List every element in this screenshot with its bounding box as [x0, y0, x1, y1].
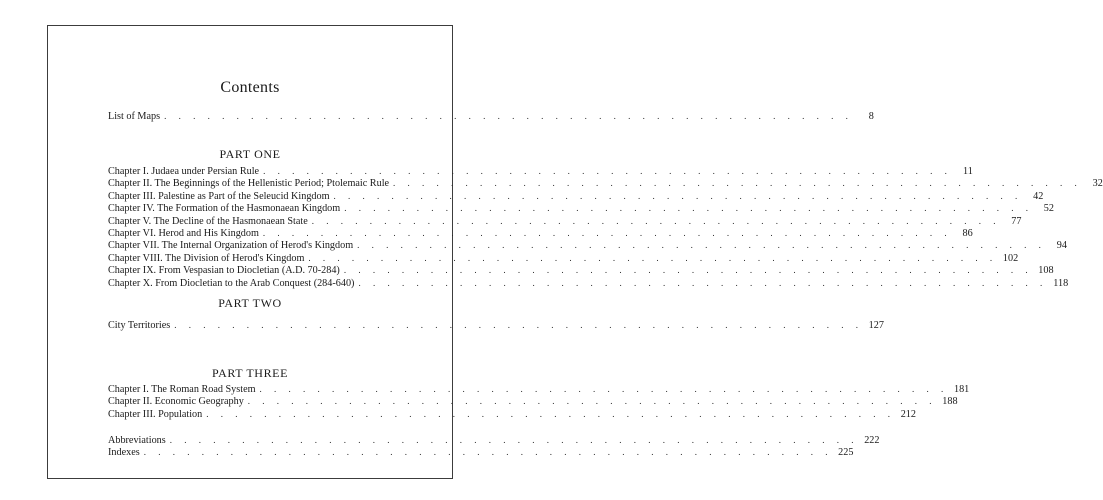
- dot-leader: . . . . . . . . . . . . . . . . . . . . . . . . . . . . . . . . . . . . . . . . . . . . . . . .: [311, 216, 1001, 226]
- toc-entry-list-of-maps: [108, 110, 874, 123]
- page-number: 212: [900, 409, 916, 420]
- page-number: 127: [868, 320, 884, 331]
- page-title: Contents: [220, 79, 280, 96]
- part-heading: PART ONE: [219, 147, 281, 161]
- toc-entry: [108, 239, 1067, 252]
- page-number: 222: [864, 435, 880, 446]
- page-number: 94: [1056, 240, 1067, 251]
- dot-leader: . . . . . . . . . . . . . . . . . . . . . . . . . . . . . . . . . . . . . . . . . . . . . . . .: [143, 447, 833, 457]
- toc-entry: [108, 202, 1054, 215]
- toc-entry: [108, 408, 916, 421]
- page-number: 86: [962, 228, 973, 239]
- page-number: 188: [942, 396, 958, 407]
- entry-title: Chapter IV. The Formation of the Hasmonaean Kingdom: [108, 203, 341, 214]
- toc-entry: [108, 395, 958, 408]
- entry-title: Chapter IX. From Vespasian to Diocletian (A.D. 70-284): [108, 265, 340, 276]
- dot-leader: . . . . . . . . . . . . . . . . . . . . . . . . . . . . . . . . . . . . . . . . . . . . . . . .: [247, 396, 937, 406]
- dot-leader: . . . . . . . . . . . . . . . . . . . . . . . . . . . . . . . . . . . . . . . . . . . . . . . .: [308, 253, 998, 263]
- dot-leader: . . . . . . . . . . . . . . . . . . . . . . . . . . . . . . . . . . . . . . . . . . . . . . . .: [333, 191, 1023, 201]
- page-number: 32: [1092, 178, 1103, 189]
- entry-title: Chapter X. From Diocletian to the Arab Conquest (284-640): [108, 278, 355, 289]
- page-number: 11: [963, 166, 973, 177]
- page-number: 108: [1038, 265, 1054, 276]
- dot-leader: . . . . . . . . . . . . . . . . . . . . . . . . . . . . . . . . . . . . . . . . . . . . . . . .: [343, 265, 1033, 275]
- dot-leader: . . . . . . . . . . . . . . . . . . . . . . . . . . . . . . . . . . . . . . . . . . . . . . . .: [164, 111, 853, 121]
- dot-leader: . . . . . . . . . . . . . . . . . . . . . . . . . . . . . . . . . . . . . . . . . . . . . . . .: [393, 178, 1082, 188]
- dot-leader: . . . . . . . . . . . . . . . . . . . . . . . . . . . . . . . . . . . . . . . . . . . . . . . .: [169, 435, 859, 445]
- entry-title: Abbreviations: [108, 435, 166, 446]
- entry-title: Chapter V. The Decline of the Hasmonaean State: [108, 216, 308, 227]
- dot-leader: . . . . . . . . . . . . . . . . . . . . . . . . . . . . . . . . . . . . . . . . . . . . . . . .: [259, 384, 949, 394]
- part-heading: PART THREE: [211, 366, 289, 380]
- dot-leader: . . . . . . . . . . . . . . . . . . . . . . . . . . . . . . . . . . . . . . . . . . . . . . . .: [357, 240, 1046, 250]
- entry-title: Chapter I. Judaea under Persian Rule: [108, 166, 260, 177]
- page-number: 77: [1011, 216, 1022, 227]
- toc-entry: [108, 319, 884, 332]
- entry-title: Indexes: [108, 447, 140, 458]
- toc-entry: [108, 277, 1069, 290]
- page-number: 118: [1053, 278, 1069, 289]
- page-number: 8: [868, 111, 874, 122]
- page-number: 225: [838, 447, 854, 458]
- dot-leader: . . . . . . . . . . . . . . . . . . . . . . . . . . . . . . . . . . . . . . . . . . . . . . . .: [206, 409, 895, 419]
- page-number: 102: [1002, 253, 1019, 264]
- dot-leader: . . . . . . . . . . . . . . . . . . . . . . . . . . . . . . . . . . . . . . . . . . . . . . . .: [263, 166, 952, 176]
- toc-entry: [108, 264, 1054, 277]
- entry-title: List of Maps: [108, 111, 161, 122]
- dot-leader: . . . . . . . . . . . . . . . . . . . . . . . . . . . . . . . . . . . . . . . . . . . . . . . .: [262, 228, 952, 238]
- book-page: [47, 25, 1103, 479]
- page-number: 42: [1033, 191, 1044, 202]
- entry-title: Chapter II. The Beginnings of the Hellenistic Period; Ptolemaic Rule: [108, 178, 390, 189]
- toc-entry: [108, 177, 1103, 190]
- page-number: 181: [953, 384, 970, 395]
- entry-title: Chapter III. Population: [108, 409, 203, 420]
- entry-title: Chapter VII. The Internal Organization of Herod's Kingdom: [108, 240, 354, 251]
- entry-title: Chapter II. Economic Geography: [108, 396, 244, 407]
- toc-entry: [108, 446, 854, 459]
- entry-title: Chapter VI. Herod and His Kingdom: [108, 228, 259, 239]
- dot-leader: . . . . . . . . . . . . . . . . . . . . . . . . . . . . . . . . . . . . . . . . . . . . . . . .: [358, 278, 1048, 288]
- dot-leader: . . . . . . . . . . . . . . . . . . . . . . . . . . . . . . . . . . . . . . . . . . . . . . . .: [174, 320, 863, 330]
- part-heading: PART TWO: [218, 296, 282, 310]
- entry-title: City Territories: [108, 320, 171, 331]
- entry-title: Chapter III. Palestine as Part of the Seleucid Kingdom: [108, 191, 330, 202]
- page-number: 52: [1043, 203, 1054, 214]
- entry-title: Chapter I. The Roman Road System: [108, 384, 256, 395]
- entry-title: Chapter VIII. The Division of Herod's Kingdom: [108, 253, 305, 264]
- dot-leader: . . . . . . . . . . . . . . . . . . . . . . . . . . . . . . . . . . . . . . . . . . . . . . . .: [344, 203, 1033, 213]
